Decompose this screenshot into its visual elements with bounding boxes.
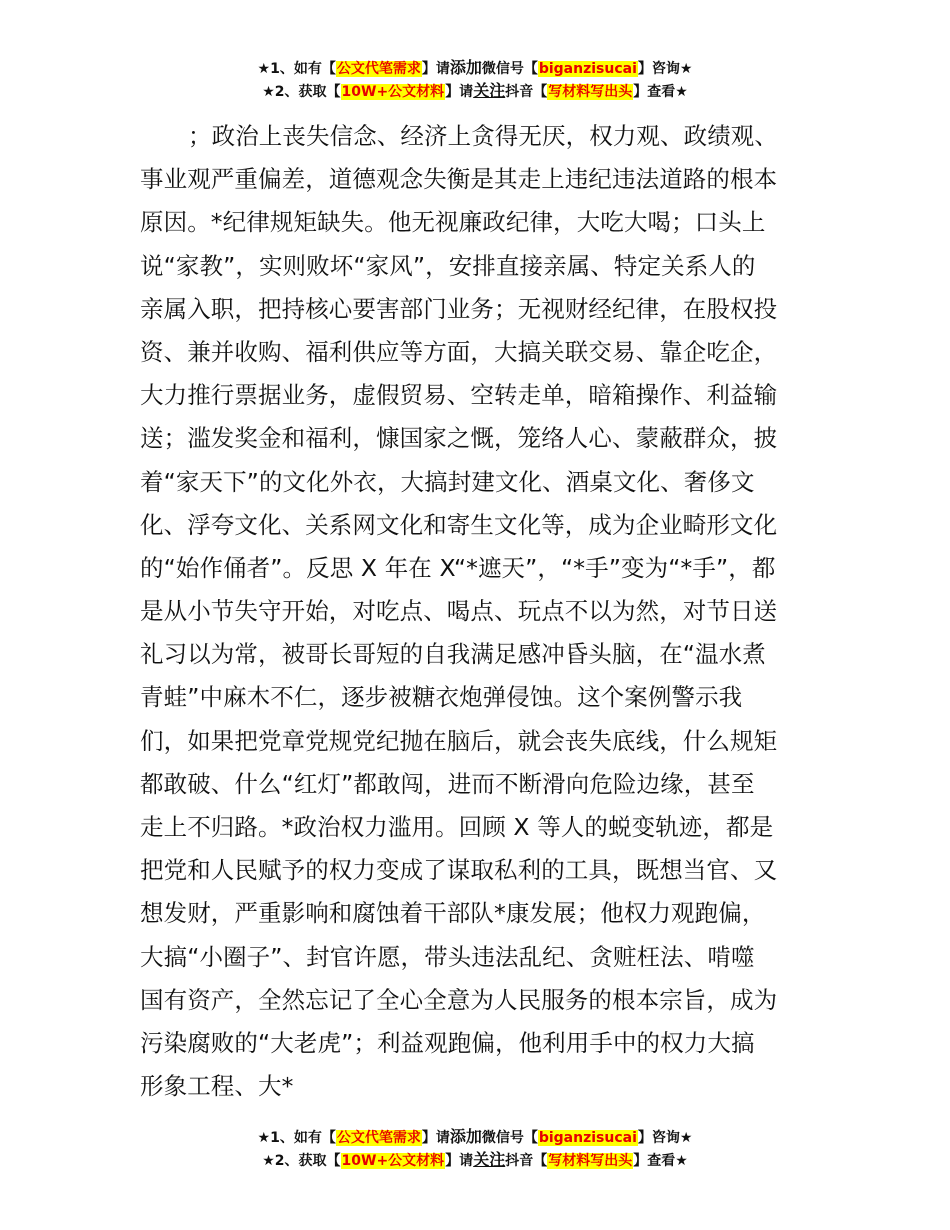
body-line: 原因。*纪律规矩缺失。他无视廉政纪律，大吃大喝；口头上 <box>140 208 766 237</box>
body-line: 化、浮夸文化、关系网文化和寄生文化等，成为企业畸形文化 <box>140 510 778 539</box>
wechat-id-highlight: biganzisucai <box>538 1130 637 1146</box>
header-banner <box>0 57 950 103</box>
wechat-id-highlight: biganzisucai <box>538 61 637 77</box>
body-line: 资、兼并收购、福利供应等方面，大搞关联交易、靠企吃企， <box>140 337 778 366</box>
ghostwriting-service-highlight: 公文代笔需求 <box>336 61 421 77</box>
douyin-account-highlight: 写材料写出头 <box>548 84 633 100</box>
ghostwriting-service-highlight: 公文代笔需求 <box>336 1130 421 1146</box>
douyin-account-highlight: 写材料写出头 <box>548 1153 633 1169</box>
body-line: 国有资产，全然忘记了全心全意为人民服务的根本宗旨，成为 <box>140 985 778 1014</box>
body-line: 大搞“小圈子”、封官许愿，带头违法乱纪、贪赃枉法、啃噬 <box>140 942 755 971</box>
body-line: 们，如果把党章党规党纪抛在脑后，就会丧失底线，什么规矩 <box>140 726 778 755</box>
banner-line-1: ★1、如有【公文代笔需求】请添加微信号【biganzisucai】咨询★ <box>257 1127 693 1146</box>
body-line: 想发财，严重影响和腐蚀着干部队*康发展；他权力观跑偏， <box>140 899 766 928</box>
banner-line-2: ★2、获取【10W+公文材料】请关注抖音【写材料写出头】查看★ <box>262 1150 688 1169</box>
body-line: 的“始作俑者”。反思 X 年在 X“*遮天”，“*手”变为“*手”，都 <box>140 553 776 582</box>
materials-highlight: 10W+公文材料 <box>341 1153 445 1169</box>
body-line: 礼习以为常，被哥长哥短的自我满足感冲昏头脑，在“温水煮 <box>140 640 766 669</box>
banner-line-2: ★2、获取【10W+公文材料】请关注抖音【写材料写出头】查看★ <box>262 81 688 100</box>
body-line: 事业观严重偏差，道德观念失衡是其走上违纪违法道路的根本 <box>140 165 778 194</box>
body-line: 大力推行票据业务，虚假贸易、空转走单，暗箱操作、利益输 <box>140 381 778 410</box>
document-body <box>140 115 812 1108</box>
banner-line-1: ★1、如有【公文代笔需求】请添加微信号【biganzisucai】咨询★ <box>257 58 693 77</box>
body-line: 说“家教”，实则败坏“家风”，安排直接亲属、特定关系人的 <box>140 251 756 280</box>
body-line: ；政治上丧失信念、经济上贪得无厌，权力观、政绩观、 <box>188 122 778 150</box>
body-line: 污染腐败的“大老虎”；利益观跑偏，他利用手中的权力大搞 <box>140 1028 755 1057</box>
body-line: 形象工程、大* <box>140 1072 294 1101</box>
body-line: 走上不归路。*政治权力滥用。回顾 X 等人的蜕变轨迹，都是 <box>140 813 774 841</box>
body-line: 是从小节失守开始，对吃点、喝点、玩点不以为然，对节日送 <box>140 597 778 626</box>
footer-banner <box>0 1126 950 1172</box>
body-line: 青蛙”中麻木不仁，逐步被糖衣炮弹侵蚀。这个案例警示我 <box>140 683 743 712</box>
body-line: 把党和人民赋予的权力变成了谋取私利的工具，既想当官、又 <box>140 856 778 885</box>
body-line: 送；滥发奖金和福利，慷国家之慨，笼络人心、蒙蔽群众，披 <box>140 424 778 453</box>
materials-highlight: 10W+公文材料 <box>341 84 445 100</box>
body-line: 着“家天下”的文化外衣，大搞封建文化、酒桌文化、奢侈文 <box>140 467 755 496</box>
body-line: 都敢破、什么“红灯”都敢闯，进而不断滑向危险边缘，甚至 <box>140 769 755 798</box>
body-line: 亲属入职，把持核心要害部门业务；无视财经纪律，在股权投 <box>140 294 778 323</box>
